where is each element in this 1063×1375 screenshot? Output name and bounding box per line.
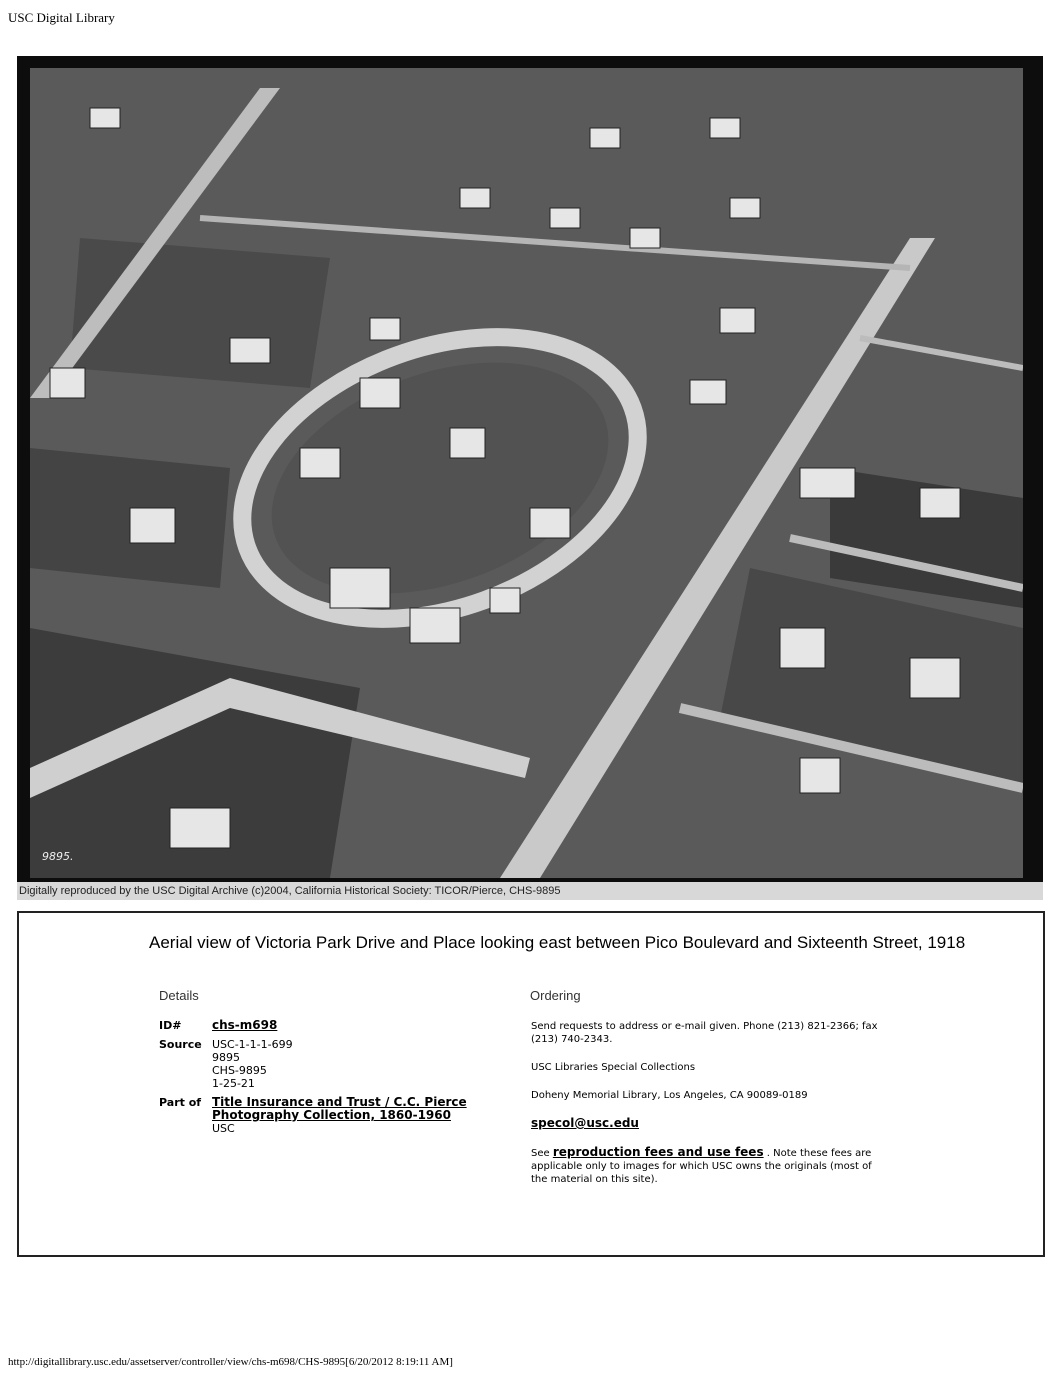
source-row (159, 1038, 502, 1090)
ordering-org: USC Libraries Special Collections (531, 1062, 696, 1073)
id-label: ID# (159, 1019, 182, 1032)
record-title: Aerial view of Victoria Park Drive and Place looking east between Pico Boulevard and Sixteenth Street, 1918 (149, 933, 966, 952)
fees-paragraph (531, 1146, 881, 1186)
aerial-photograph (30, 68, 1023, 878)
partof-extra: USC (212, 1122, 235, 1135)
ordering-heading: Ordering (530, 988, 581, 1003)
fees-suffix: . Note these fees are applicable only to images for which USC owns the originals (most of the material on this site). (531, 1148, 872, 1185)
source-value: USC-1-1-1-699 (212, 1038, 293, 1051)
ordering-address: Doheny Memorial Library, Los Angeles, CA 90089-0189 (531, 1090, 808, 1101)
id-link[interactable]: chs-m698 (212, 1018, 278, 1032)
source-value: CHS-9895 (212, 1064, 267, 1077)
photo-credit: Digitally reproduced by the USC Digital Archive (c)2004, California Historical Society: TICOR/Pierce, CHS-9895 (17, 882, 1043, 900)
source-value: 1-25-21 (212, 1077, 255, 1090)
ordering-send: Send requests to address or e-mail given. Phone (213) 821-2366; fax (213) 740-2343. (531, 1021, 878, 1045)
photo-number-mark: 9895. (42, 850, 74, 863)
source-label: Source (159, 1038, 202, 1051)
fees-link[interactable]: reproduction fees and use fees (552, 1145, 764, 1159)
ordering-info (531, 1020, 881, 1201)
collection-link[interactable]: Title Insurance and Trust / C.C. Pierce Photography Collection, 1860-1960 (212, 1095, 467, 1122)
page-url: http://digitallibrary.usc.edu/assetserver/controller/view/chs-m698/CHS-9895[6/20/2012 8:19:11 AM] (8, 1356, 453, 1368)
record-panel (17, 911, 1045, 1257)
email-link[interactable]: specol@usc.edu (531, 1116, 639, 1130)
site-header: USC Digital Library (8, 10, 115, 25)
photo-frame (17, 56, 1043, 884)
partof-label: Part of (159, 1096, 202, 1109)
details-heading: Details (159, 988, 199, 1003)
details-list (159, 1019, 502, 1141)
aerial-photo-illustration (30, 68, 1023, 878)
fees-prefix: See (531, 1148, 550, 1159)
source-value: 9895 (212, 1051, 240, 1064)
partof-row (159, 1096, 502, 1135)
id-row (159, 1019, 502, 1032)
